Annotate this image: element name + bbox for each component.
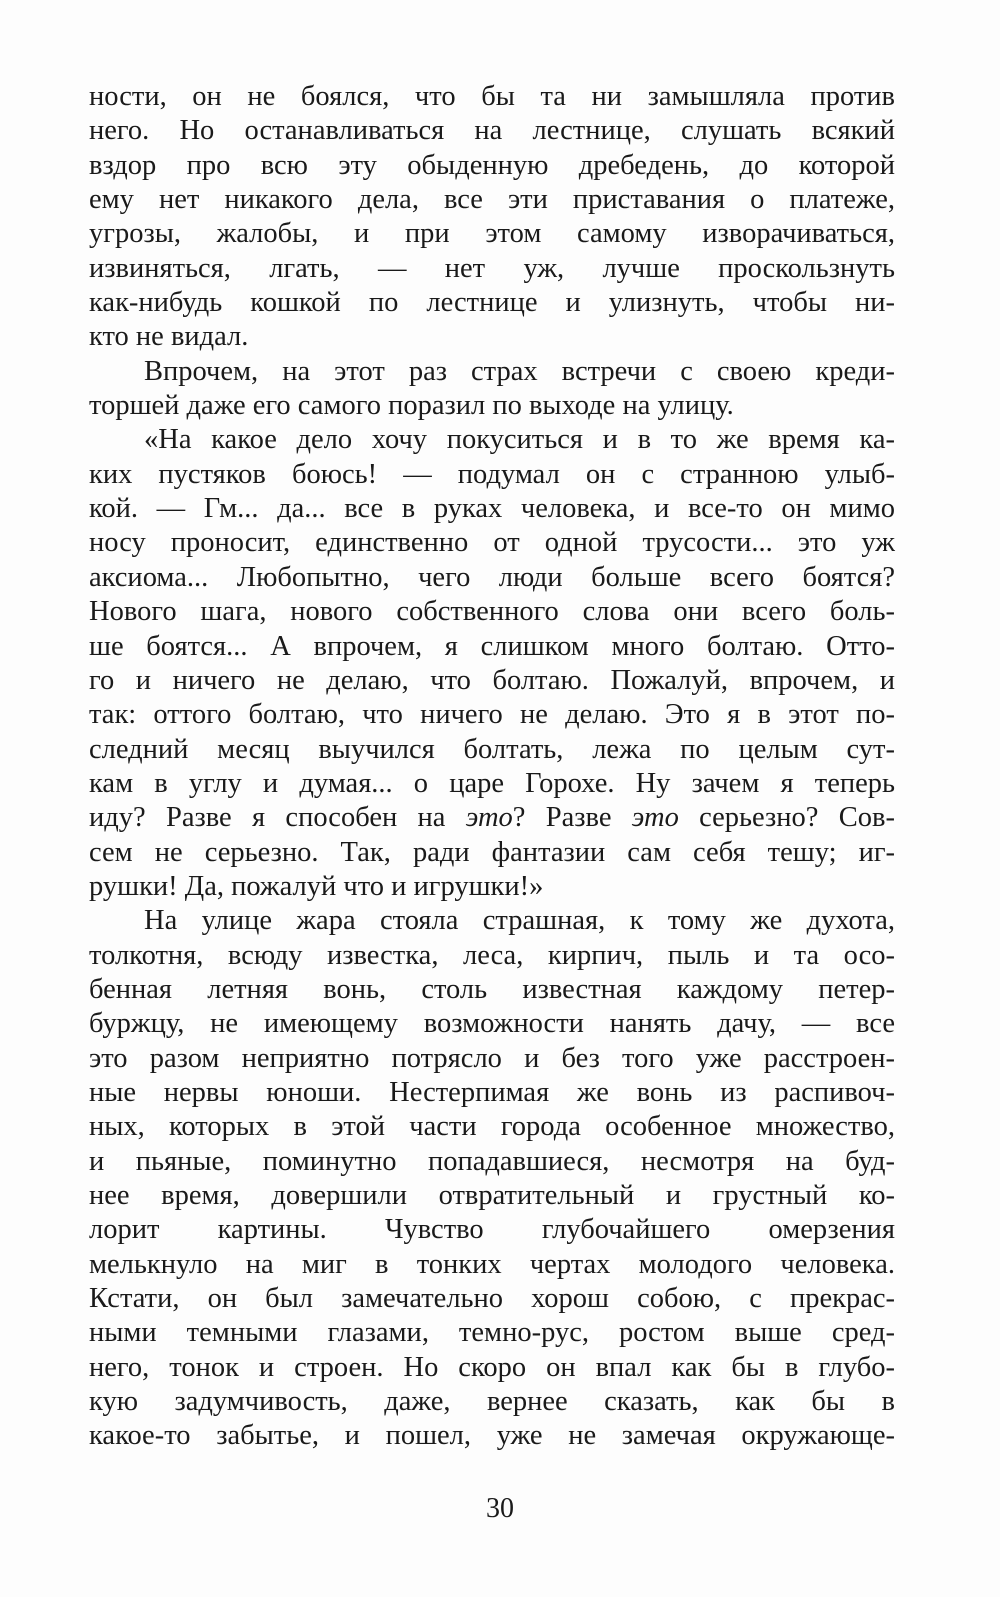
text-line: ности, он не боялся, что бы та ни замышляла против <box>89 81 895 112</box>
text-line: нее время, довершили отвратительный и грустный ко- <box>89 1180 895 1211</box>
italic-word: это <box>465 802 513 834</box>
text-line: ные нервы юноши. Нестерпимая же вонь из распивоч- <box>89 1076 895 1108</box>
text-line: это разом неприятно потрясло и без того уже расстроен- <box>89 1042 895 1074</box>
text-segment: иду? Разве я способен на <box>89 802 466 834</box>
text-line: лорит картины. Чувство глубочайшего омерзения <box>89 1214 895 1246</box>
text-line: извиняться, лгать, — нет уж, лучше проскользнуть <box>89 252 895 284</box>
text-line: аксиома... Любопытно, чего люди больше всего боятся? <box>89 561 895 593</box>
text-line: следний месяц выучился болтать, лежа по целым сут- <box>89 733 895 765</box>
text-line: кам в углу и думая... о царе Горохе. Ну зачем я теперь <box>89 767 895 799</box>
text-line: какое-то забытье, и пошел, уже не замечая окружающе- <box>89 1420 895 1452</box>
text-line: него. Но останавливаться на лестнице, слушать всякий <box>89 115 895 147</box>
text-line: угрозы, жалобы, и при этом самому изворачиваться, <box>89 218 895 250</box>
text-line: «На какое дело хочу покуситься и в то же время ка- <box>144 424 895 456</box>
text-line: как-нибудь кошкой по лестнице и улизнуть, чтобы ни- <box>89 287 895 319</box>
text-line: кой. — Гм... да... все в руках человека, и все-то он мимо <box>89 493 895 525</box>
text-line: толкотня, всюду известка, леса, кирпич, пыль и та осо- <box>89 939 895 971</box>
text-line: торшей даже его самого поразил по выходе на улицу. <box>89 390 734 422</box>
text-line: ких пустяков боюсь! — подумал он с странною улыб- <box>89 458 895 490</box>
text-line: ше боятся... А впрочем, я слишком много болтаю. Отто- <box>89 630 895 662</box>
text-line: мелькнуло на миг в тонких чертах молодого человека. <box>89 1248 895 1280</box>
text-line: го и ничего не делаю, что болтаю. Пожалуй, впрочем, и <box>89 664 895 696</box>
italic-word: это <box>631 802 679 834</box>
text-segment: серьезно? Сов- <box>678 802 895 834</box>
text-line: носу проносит, единственно от одной трусости... это уж <box>89 527 895 559</box>
text-segment: ? Разве <box>512 802 632 834</box>
page-number: 30 <box>486 1493 514 1524</box>
body-text <box>89 80 895 1454</box>
text-line: кто не видал. <box>89 321 249 353</box>
text-line: Впрочем, на этот раз страх встречи с своею креди- <box>144 355 895 387</box>
text-line: и пьяные, поминутно попадавшиеся, несмотря на буд- <box>89 1145 895 1177</box>
text-line: ему нет никакого дела, все эти приставания о платеже, <box>89 184 895 216</box>
text-line: вздор про всю эту обыденную дребедень, до которой <box>89 149 895 181</box>
text-line: На улице жара стояла страшная, к тому же духота, <box>144 905 895 937</box>
text-line: Нового шага, нового собственного слова они всего боль- <box>89 596 895 628</box>
text-line: него, тонок и строен. Но скоро он впал как бы в глубо- <box>89 1351 895 1383</box>
text-line: ными темными глазами, темно-рус, ростом выше сред- <box>89 1317 895 1349</box>
text-line: сем не серьезно. Так, ради фантазии сам себя тешу; иг- <box>89 836 895 868</box>
text-line-with-italics <box>89 801 895 835</box>
text-line: кую задумчивость, даже, вернее сказать, как бы в <box>89 1386 895 1418</box>
text-line: рушки! Да, пожалуй что и игрушки!» <box>89 870 544 902</box>
text-line: буржцу, не имеющему возможности нанять дачу, — все <box>89 1008 895 1040</box>
text-line: Кстати, он был замечательно хорош собою, с прекрас- <box>89 1283 895 1315</box>
text-line: так: оттого болтаю, что ничего не делаю. Это я в этот по- <box>89 699 895 731</box>
text-line: бенная летняя вонь, столь известная каждому петер- <box>89 973 895 1005</box>
text-line: ных, которых в этой части города особенное множество, <box>89 1111 895 1143</box>
